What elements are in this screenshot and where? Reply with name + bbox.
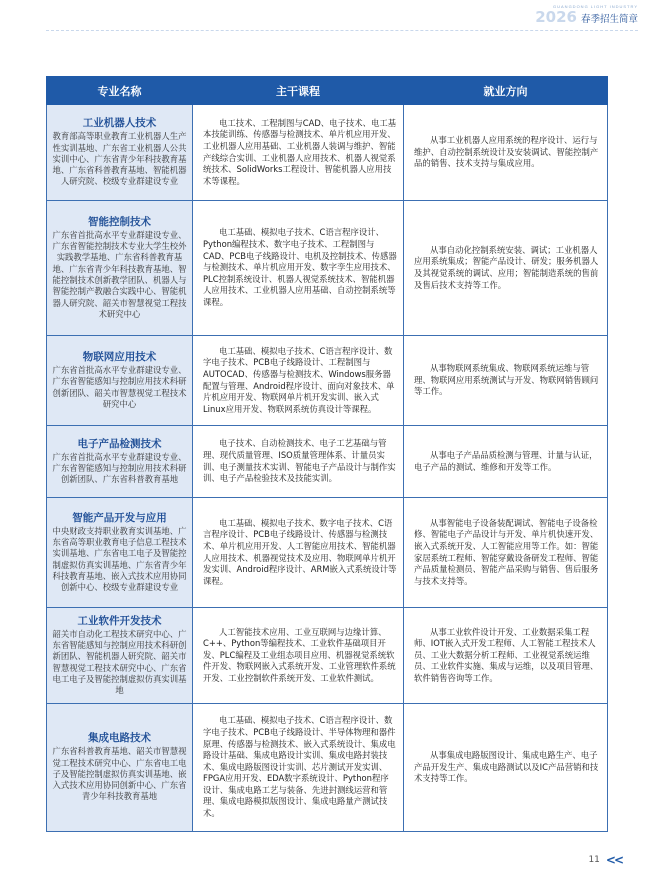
header-divider [46, 30, 638, 31]
table-header-row [47, 77, 608, 105]
major-name: 物联网应用技术 [82, 350, 157, 363]
major-name: 智能产品开发与应用 [72, 511, 167, 524]
header-careers: 就业方向 [404, 77, 608, 105]
table-row [47, 704, 608, 832]
major-name: 电子产品检测技术 [77, 437, 162, 450]
courses-cell [193, 704, 404, 832]
table-row [47, 105, 608, 201]
major-cell [47, 201, 193, 336]
table-row [47, 336, 608, 426]
courses-text: 电工基础、模拟电子技术、数字电子技术、C语言程序设计、PCB电子线路设计、传感器与检测技术、单片机应用开发、人工智能应用技术、智能机器人应用技术、机器视觉技术及应用、物联网单片机开发实训、Android程序设计、ARM嵌入式系统设计等课程。 [203, 517, 397, 586]
courses-text: 电工基础、模拟电子技术、C语言程序设计、Python编程技术、数字电子技术、工程制图与CAD、PCB电子线路设计、电机及控制技术、传感器与检测技术、单片机应用开发、数字孪生应用技术、PLC控制系统设计、机器人视觉系统技术、智能机器人应用技术、工业机器人应用基础、自动控制系统等课程。 [203, 227, 397, 307]
careers-cell [404, 704, 608, 832]
major-bases: 广东省首批高水平专业群建设专业、广东省智能控制技术专业大学生校外实践教学基地、广东省科普教育基地、广东省青少年科技教育基地、智能控制技术创新教学团队、机器人与智能控制产教融合实践中心、智能机器人研究院、韶关市智慧视觉工程技术研究中心 [52, 229, 187, 319]
courses-cell [193, 498, 404, 608]
page-header [535, 4, 638, 25]
careers-cell [404, 336, 608, 426]
major-bases: 中央财政支持职业教育实训基地、广东省高等职业教育电子信息工程技术实训基地、广东省电工电子及智能控制虚拟仿真实训基地、广东省青少年科技教育基地、嵌入式技术应用协同创新中心、校级专业群建设专业 [52, 525, 187, 593]
major-name: 智能控制技术 [88, 215, 151, 228]
courses-cell [193, 608, 404, 704]
major-bases: 韶关市自动化工程技术研究中心、广东省智能感知与控制应用技术科研创新团队、智能机器人研究院、韶关市智慧视觉工程技术研究中心、广东省电工电子及智能控制虚拟仿真实训基地 [52, 628, 187, 696]
major-bases: 广东省首批高水平专业群建设专业、广东省智能感知与控制应用技术科研创新团队、广东省科普教育基地 [52, 451, 187, 485]
header-year: 2026 [535, 8, 577, 26]
major-bases: 广东省科普教育基地、韶关市智慧视觉工程技术研究中心、广东省电工电子及智能控制虚拟仿真实训基地、嵌入式技术应用协同创新中心、广东省青少年科技教育基地 [52, 746, 187, 802]
careers-text: 从事集成电路版图设计、集成电路生产、电子产品开发生产、集成电路测试以及IC产品营销和技术支持等工作。 [414, 750, 599, 784]
major-name: 工业机器人技术 [82, 117, 157, 130]
header-title: 春季招生简章 [580, 14, 638, 25]
page-number: 11 [588, 855, 600, 865]
table-row [47, 426, 608, 498]
major-bases: 教育部高等职业教育工业机器人生产性实训基地、广东省工业机器人公共实训中心、广东省青少年科技教育基地、广东省科普教育基地、智能机器人研究院、校级专业群建设专业 [52, 131, 187, 187]
careers-text: 从事工业软件设计开发、工业数据采集工程师、IOT嵌入式开发工程师、人工智能工程技术人员、工业大数据分析工程师、工业视觉系统运维员、工业软件实施、集成与运维，以及项目管理、软件销售咨询等工作。 [414, 626, 599, 683]
double-chevron-left-icon: << [605, 853, 622, 867]
courses-cell [193, 426, 404, 498]
majors-table [46, 76, 608, 832]
careers-cell [404, 608, 608, 704]
courses-cell [193, 336, 404, 426]
courses-cell [193, 201, 404, 336]
major-cell [47, 426, 193, 498]
careers-text: 从事物联网系统集成、物联网系统运维与管理、物联网应用系统测试与开发、物联网销售顾问等工作。 [414, 363, 599, 397]
careers-text: 从事智能电子设备装配调试、智能电子设备检修、智能电子产品设计与开发、单片机快速开发、嵌入式系统开发、人工智能应用等工作。如：智能家居系统工程师、智能穿戴设备研发工程师、智能产品质量检测员、智能产品采购与销售、售后服务与技术支持等。 [414, 517, 599, 586]
table-row [47, 608, 608, 704]
careers-text: 从事自动化控制系统安装、调试；工业机器人应用系统集成；智能产品设计、研发；服务机器人及其视觉系统的调试、应用；智能制造系统的售前及售后技术支持等工作。 [414, 244, 599, 290]
careers-cell [404, 105, 608, 201]
major-cell [47, 336, 193, 426]
header-english: GUANGDONG LIGHT INDUSTRY [553, 4, 638, 9]
header-major: 专业名称 [47, 77, 193, 105]
major-name: 工业软件开发技术 [77, 614, 162, 627]
header-courses: 主干课程 [193, 77, 404, 105]
careers-cell [404, 201, 608, 336]
courses-text: 电子技术、自动检测技术、电子工艺基础与管理、现代质量管理、ISO质量管理体系、计量员实训、电子测量技术实训、智能电子产品设计与制作实训、电子产品检验技术及技能实训。 [203, 438, 396, 484]
major-cell [47, 704, 193, 832]
table-row [47, 498, 608, 608]
courses-cell [193, 105, 404, 201]
table-row [47, 201, 608, 336]
major-bases: 广东省首批高水平专业群建设专业、广东省智能感知与控制应用技术科研创新团队、韶关市智慧视觉工程技术研究中心 [52, 364, 187, 409]
careers-text: 从事工业机器人应用系统的程序设计、运行与维护、自动控制系统设计及安装调试、智能控制产品的销售、技术支持与集成应用。 [414, 135, 599, 169]
careers-cell [404, 426, 608, 498]
page-footer [588, 853, 622, 867]
courses-text: 电工基础、模拟电子技术、C语言程序设计、数字电子技术、PCB电子线路设计、工程制图与AUTOCAD、传感器与检测技术、Windows服务器配置与管理、Android程序设计、面向对象技术、单片机应用开发、物联网单片机开发实训、嵌入式Linux应用开发、物联网系统仿真设计等课程。 [203, 345, 395, 414]
courses-text: 电工技术、工程制图与CAD、电子技术、电工基本技能训练、传感器与检测技术、单片机应用开发、工业机器人应用基础、工业机器人装调与维护、智能产线综合实训、工业机器人应用技术、机器人视觉系统技术、SolidWorks工程设计、智能机器人应用技术等课程。 [203, 117, 397, 186]
major-cell [47, 105, 193, 201]
major-cell [47, 608, 193, 704]
courses-text: 人工智能技术应用、工业互联网与边缘计算、C++、Python等编程技术、工业软件基础项目开发、PLC编程及工业组态项目应用、机器视觉系统软件开发、物联网嵌入式系统开发、工业管理软件系统开发、工业控制软件系统开发、工业软件测试。 [203, 626, 396, 683]
careers-text: 从事电子产品品质检测与管理、计量与认证，电子产品的测试、维修和开发等工作。 [414, 449, 598, 472]
courses-text: 电工基础、模拟电子技术、C语言程序设计、数字电子技术、PCB电子线路设计、半导体物理和器件原理、传感器与检测技术、嵌入式系统设计、集成电路设计基础、集成电路设计实训、集成电路封装技术、集成电路版图设计实训、芯片测试开发实训、FPGA应用开发、EDA数字系统设计、Python程序设计、集成电路工艺与装备、先进封测线运营和管理、集成电路模拟版图设计、集成电路量产测试技术。 [203, 715, 396, 819]
major-cell [47, 498, 193, 608]
major-name: 集成电路技术 [88, 732, 151, 745]
careers-cell [404, 498, 608, 608]
